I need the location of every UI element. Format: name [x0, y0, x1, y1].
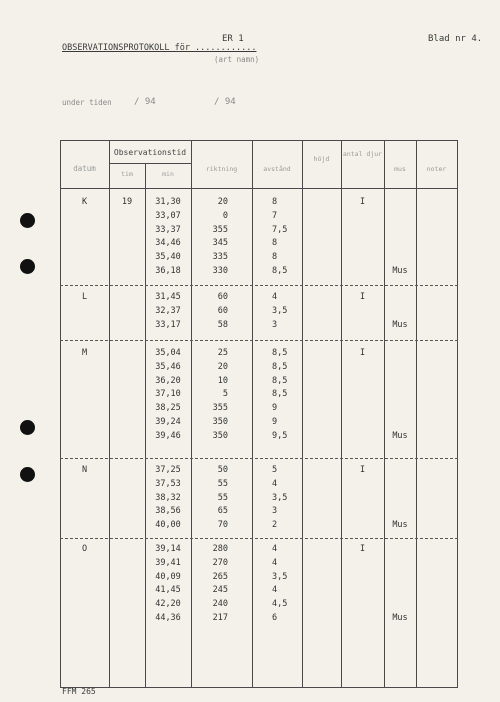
group-separator	[60, 285, 458, 286]
direction-cell: 280	[212, 544, 228, 554]
datum-cell: O	[81, 544, 88, 554]
minute-cell: 35,04	[155, 348, 181, 358]
minute-cell: 41,45	[155, 585, 181, 596]
direction-cell: 25	[217, 348, 228, 358]
direction-cell: 65	[217, 506, 228, 517]
direction-cell: 60	[217, 292, 228, 302]
direction-cell: 330	[212, 266, 228, 276]
species-name-label: (art namn)	[214, 55, 260, 64]
minute-cell: 44,36	[155, 613, 181, 623]
direction-cell: 20	[217, 361, 228, 372]
distance-cell: 4	[272, 292, 278, 302]
distance-cell: 4,5	[272, 599, 288, 610]
form-footer-code: FFM 265	[62, 687, 96, 696]
minute-cell: 35,46	[155, 361, 181, 372]
minute-cell: 33,17	[155, 319, 181, 330]
mus-cell: Mus	[392, 520, 408, 531]
direction-cell: 70	[217, 520, 228, 531]
col-datum: datum	[73, 164, 96, 173]
minute-cell: 36,18	[155, 266, 181, 276]
distance-cell: 8,5	[272, 389, 288, 400]
distance-cell: 4	[272, 544, 278, 554]
direction-cell: 10	[217, 375, 228, 386]
direction-cell: 265	[212, 571, 228, 582]
minute-cell: 37,25	[155, 465, 181, 475]
minute-cell: 31,30	[155, 197, 181, 207]
distance-cell: 8,5	[272, 266, 288, 276]
distance-cell: 8,5	[272, 361, 288, 372]
minute-cell: 38,56	[155, 506, 181, 517]
distance-cell: 8,5	[272, 375, 288, 386]
mus-cell: Mus	[392, 430, 408, 441]
direction-cell: 55	[217, 478, 228, 489]
punch-hole	[20, 467, 35, 482]
direction-cell: 60	[217, 305, 228, 316]
col-5: höjd	[313, 155, 330, 163]
punch-hole	[20, 213, 35, 228]
direction-cell: 355	[212, 403, 228, 414]
hour-cell: 19	[121, 197, 133, 207]
group-separator	[60, 458, 458, 459]
period-from: / 94	[134, 97, 156, 107]
sheet-number: Blad nr 4.	[428, 34, 483, 44]
col-mus: mus	[394, 165, 406, 173]
code-cell: I	[359, 465, 366, 475]
distance-cell: 7	[272, 210, 278, 221]
direction-cell: 350	[212, 430, 228, 441]
distance-cell: 4	[272, 557, 278, 568]
minute-cell: 39,41	[155, 557, 181, 568]
direction-cell: 50	[217, 465, 228, 475]
mus-cell: Mus	[392, 266, 408, 276]
distance-cell: 3,5	[272, 571, 288, 582]
direction-cell: 58	[217, 319, 228, 330]
direction-cell: 55	[217, 492, 228, 503]
col-tim: tim	[121, 170, 133, 178]
direction-cell: 20	[217, 197, 228, 207]
col-6: antal djur	[342, 150, 383, 158]
col-avstand: avstånd	[263, 165, 291, 173]
minute-cell: 42,20	[155, 599, 181, 610]
col-observationstid: Observationstid	[113, 148, 187, 157]
direction-cell: 345	[212, 238, 228, 249]
punch-hole	[20, 420, 35, 435]
group-separator	[60, 538, 458, 539]
direction-cell: 217	[212, 613, 228, 623]
form-code: ER 1	[222, 34, 244, 44]
minute-cell: 38,32	[155, 492, 181, 503]
direction-cell: 335	[212, 252, 228, 263]
distance-cell: 3,5	[272, 492, 288, 503]
minute-cell: 33,07	[155, 210, 181, 221]
minute-cell: 39,24	[155, 417, 181, 427]
datum-cell: K	[81, 197, 88, 207]
distance-cell: 6	[272, 613, 278, 623]
period-label: under tiden	[62, 98, 112, 107]
minute-cell: 38,25	[155, 403, 181, 414]
distance-cell: 9,5	[272, 430, 288, 441]
datum-cell: L	[81, 292, 88, 302]
distance-cell: 2	[272, 520, 278, 531]
minute-cell: 39,46	[155, 430, 181, 441]
minute-cell: 40,09	[155, 571, 181, 582]
group-separator	[60, 340, 458, 341]
direction-cell: 355	[212, 224, 228, 235]
datum-cell: N	[81, 465, 88, 475]
minute-cell: 37,10	[155, 389, 181, 400]
protocol-title: OBSERVATIONSPROTOKOLL för ............	[62, 43, 257, 53]
direction-cell: 0	[222, 210, 228, 221]
distance-cell: 4	[272, 478, 278, 489]
distance-cell: 8	[272, 252, 278, 263]
direction-cell: 270	[212, 557, 228, 568]
distance-cell: 3	[272, 319, 278, 330]
code-cell: I	[359, 544, 366, 554]
datum-cell: M	[81, 348, 88, 358]
distance-cell: 8	[272, 197, 278, 207]
code-cell: I	[359, 197, 366, 207]
minute-cell: 33,37	[155, 224, 181, 235]
distance-cell: 9	[272, 417, 278, 427]
distance-cell: 5	[272, 465, 278, 475]
minute-cell: 32,37	[155, 305, 181, 316]
direction-cell: 5	[222, 389, 228, 400]
direction-cell: 245	[212, 585, 228, 596]
distance-cell: 4	[272, 585, 278, 596]
direction-cell: 350	[212, 417, 228, 427]
period-to: / 94	[214, 97, 236, 107]
mus-cell: Mus	[392, 319, 408, 330]
observation-table	[60, 140, 458, 688]
col-min: min	[162, 170, 174, 178]
minute-cell: 36,20	[155, 375, 181, 386]
direction-cell: 240	[212, 599, 228, 610]
minute-cell: 39,14	[155, 544, 181, 554]
minute-cell: 40,00	[155, 520, 181, 531]
col-riktning: riktning	[205, 165, 238, 173]
distance-cell: 8	[272, 238, 278, 249]
punch-hole	[20, 259, 35, 274]
distance-cell: 9	[272, 403, 278, 414]
mus-cell: Mus	[392, 613, 408, 623]
col-note: noter	[426, 165, 447, 173]
code-cell: I	[359, 348, 366, 358]
distance-cell: 8,5	[272, 348, 288, 358]
distance-cell: 7,5	[272, 224, 288, 235]
minute-cell: 35,40	[155, 252, 181, 263]
minute-cell: 37,53	[155, 478, 181, 489]
distance-cell: 3,5	[272, 305, 288, 316]
minute-cell: 34,46	[155, 238, 181, 249]
minute-cell: 31,45	[155, 292, 181, 302]
distance-cell: 3	[272, 506, 278, 517]
code-cell: I	[359, 292, 366, 302]
